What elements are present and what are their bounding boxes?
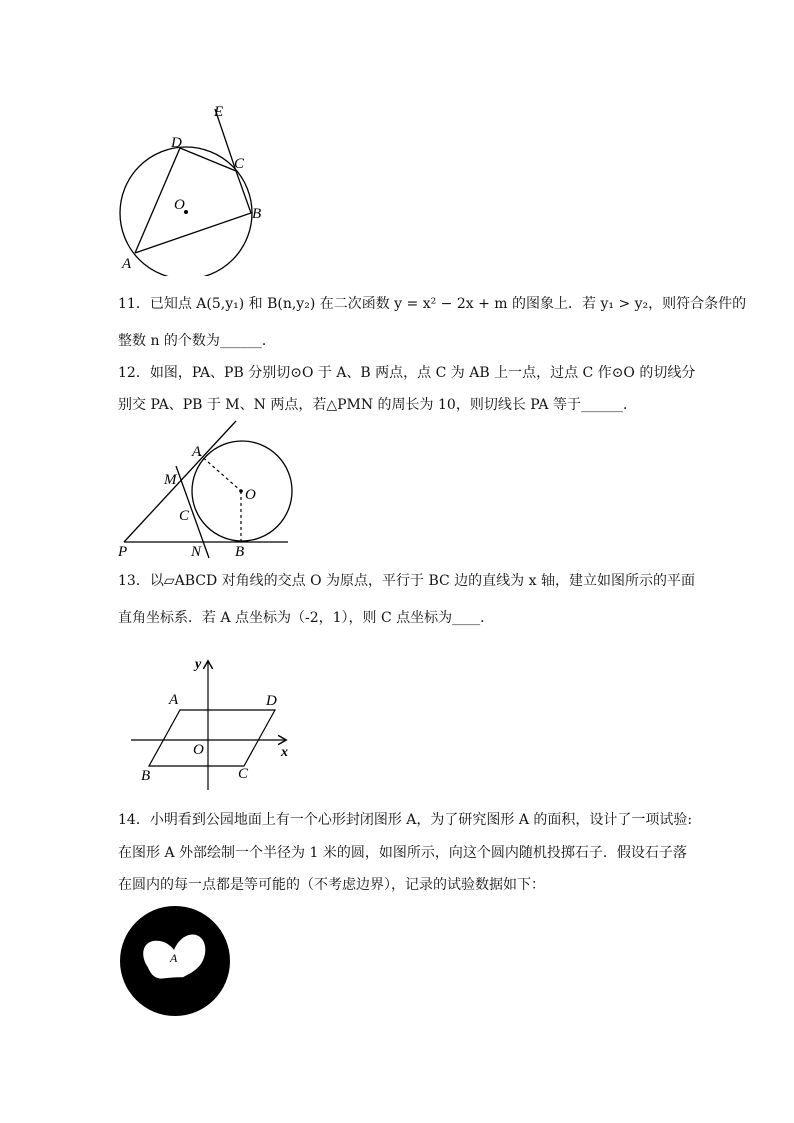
label-p: P	[118, 544, 128, 560]
label-n: N	[191, 544, 202, 560]
figure-tangents	[112, 418, 302, 560]
q14-line-2: 在图形 A 外部绘制一个半径为 1 米的圆，如图所示，向这个圆内随机投掷石子．假设石子落	[118, 845, 687, 861]
radius-oa	[199, 454, 241, 491]
q14-line-1: 14．小明看到公园地面上有一个心形封闭图形 A，为了研究图形 A 的面积，设计了一项试验:	[118, 812, 693, 828]
label-a: A	[170, 951, 178, 965]
label-a: A	[192, 444, 202, 460]
q12-line-1: 12．如图，PA、PB 分别切⊙O 于 A、B 两点，点 C 为 AB 上一点，过点 C 作⊙O 的切线分	[118, 365, 696, 381]
label-c: C	[234, 156, 245, 172]
label-b: B	[141, 768, 151, 784]
label-d: D	[266, 693, 277, 709]
label-c: C	[179, 508, 190, 524]
q11-line-1: 11．已知点 A(5,y₁) 和 B(n,y₂) 在二次函数 y = x² − 2x + m 的图象上．若 y₁ > y₂，则符合条件的	[118, 296, 747, 312]
center-point-o	[239, 489, 243, 493]
q13-line-2: 直角坐标系．若 A 点坐标为（-2，1），则 C 点坐标为____．	[118, 610, 495, 626]
label-e: E	[214, 104, 224, 120]
label-a: A	[122, 256, 132, 272]
label-b: B	[252, 206, 262, 222]
q12-line-2: 别交 PA、PB 于 M、N 两点，若△PMN 的周长为 10，则切线长 PA 等于______．	[118, 397, 637, 413]
label-o: O	[245, 487, 256, 503]
q13-line-1: 13．以▱ABCD 对角线的交点 O 为原点，平行于 BC 边的直线为 x 轴，建立如图所示的平面	[118, 573, 695, 589]
parallelogram-abcd	[149, 710, 275, 766]
label-a: A	[169, 692, 179, 708]
q11-line-2: 整数 n 的个数为______．	[118, 333, 276, 349]
figure-heart-in-circle	[118, 904, 232, 1018]
label-y: y	[195, 657, 202, 672]
label-o: O	[193, 742, 204, 758]
figure-cyclic-quadrilateral	[110, 96, 280, 276]
label-d: D	[171, 135, 182, 151]
label-x: x	[281, 745, 288, 760]
q14-line-3: 在圆内的每一点都是等可能的（不考虑边界），记录的试验数据如下：	[118, 877, 545, 893]
label-c: C	[238, 766, 249, 782]
figure-parallelogram-axes	[125, 652, 300, 792]
label-b: B	[235, 544, 245, 560]
label-m: M	[164, 472, 177, 488]
label-o: O	[174, 197, 185, 213]
